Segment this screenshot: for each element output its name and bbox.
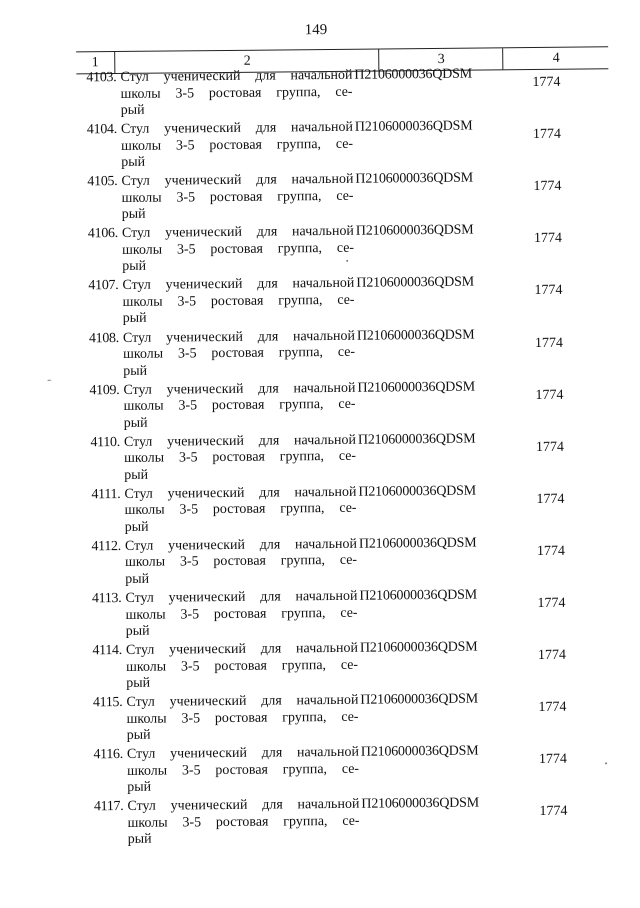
row-code: П2106000036QDSM [359,587,478,604]
row-code: П2106000036QDSM [360,691,479,708]
table-row [0,117,637,175]
description-line: рый [127,832,152,848]
header-col-3: 3 [378,48,503,70]
row-quantity: 1774 [534,335,564,351]
row-description [122,224,354,276]
description-line: школы 3-5 ростовая группа, се- [122,292,355,310]
row-number: 4115. [92,695,123,711]
page-number: 149 [304,22,328,39]
description-line: Стул ученический для начальной [125,588,358,606]
table-row [0,65,637,123]
description-line: школы 3-5 ростовая группа, се- [126,709,359,727]
row-code: П2106000036QDSM [356,275,475,292]
row-number: 4116. [93,747,123,763]
row-description [126,693,358,745]
row-number: 4112. [91,538,121,555]
table-row [0,430,640,488]
table-row [0,378,640,436]
row-description [127,745,359,797]
description-line: рый [126,675,151,692]
description-line: школы 3-5 ростовая группа, се- [126,657,359,675]
row-quantity: 1774 [535,387,564,403]
table-row [3,742,640,800]
table-row [0,169,638,227]
table-row [0,221,638,279]
description-line: Стул ученический для начальной [123,432,356,450]
description-line: Стул ученический для начальной [120,67,353,85]
row-quantity: 1774 [536,491,565,507]
row-description [123,380,355,432]
row-number: 4108. [88,330,119,346]
row-number: 4113. [91,591,122,607]
description-line: рый [123,363,148,379]
row-description [125,589,357,641]
description-line: Стул ученический для начальной [122,276,355,294]
row-description [123,328,355,380]
description-line: рый [124,519,149,535]
description-line: Стул ученический для начальной [124,484,357,502]
description-line: школы 3-5 ростовая группа, се- [125,605,358,623]
description-line: школы 3-5 ростовая группа, се- [127,813,360,831]
row-number: 4109. [89,382,120,398]
row-description [124,485,356,537]
description-line: рый [124,467,149,483]
row-code: П2106000036QDSM [361,795,480,813]
table-row [2,638,640,696]
description-line: школы 3-5 ростовая группа, се- [121,136,354,154]
description-line: Стул ученический для начальной [127,797,360,815]
table-row [3,794,640,852]
row-quantity: 1774 [538,752,568,768]
row-code: П2106000036QDSM [355,170,474,187]
table-row [0,482,640,540]
header-col-2: 2 [114,50,379,74]
row-quantity: 1774 [539,804,568,820]
row-number: 4105. [87,174,118,190]
description-line: школы 3-5 ростовая группа, се- [124,448,357,467]
table-row [0,326,639,384]
row-number: 4107. [88,278,119,294]
description-line: школы 3-5 ростовая группа, се- [121,188,354,206]
description-line: рый [121,154,146,171]
description-line: рый [126,727,151,744]
row-description [122,276,354,328]
description-line: Стул ученический для начальной [124,536,357,554]
row-code: П2106000036QDSM [357,431,476,448]
row-number: 4104. [86,122,117,138]
description-line: Стул ученический для начальной [126,745,359,763]
description-line: рый [121,206,146,223]
row-number: 4111. [91,486,121,503]
description-line: школы 3-5 ростовая группа, се- [123,396,356,415]
header-col-4: 4 [502,47,609,69]
row-quantity: 1774 [534,283,563,299]
row-code: П2106000036QDSM [358,535,477,552]
table-row [2,690,640,748]
row-number: 4103. [86,70,117,86]
description-line: рый [122,311,147,327]
row-number: 4117. [93,799,124,815]
row-quantity: 1774 [533,231,563,247]
row-code: П2106000036QDSM [357,379,476,396]
header-col-1: 1 [91,55,99,71]
row-quantity: 1774 [532,126,562,143]
description-line: Стул ученический для начальной [123,380,356,398]
row-number: 4110. [90,434,120,450]
row-description [126,641,358,693]
description-line: школы 3-5 ростовая группа, се- [124,501,357,519]
description-line: школы 3-5 ростовая группа, се- [125,553,358,571]
description-line: школы 3-5 ростовая группа, се- [127,761,360,779]
row-description [127,797,359,849]
description-line: Стул ученический для начальной [125,640,358,659]
table-row [0,273,639,331]
description-line: Стул ученический для начальной [121,171,354,190]
row-code: П2106000036QDSM [354,118,473,135]
row-code: П2106000036QDSM [360,743,479,761]
row-quantity: 1774 [535,439,565,455]
scan-speck [47,380,51,381]
row-code: П2106000036QDSM [359,639,478,656]
row-description [125,537,357,589]
description-line: Стул ученический для начальной [122,328,355,346]
row-quantity: 1774 [537,595,566,612]
row-number: 4106. [87,226,118,242]
row-number: 4114. [92,643,122,659]
description-line: школы 3-5 ростовая группа, се- [120,84,353,102]
description-line: рый [122,259,147,275]
description-line: школы 3-5 ростовая группа, се- [123,344,356,362]
row-description [121,120,353,172]
table-row [1,586,640,644]
row-description [120,68,352,120]
description-line: школы 3-5 ростовая группа, се- [122,240,355,258]
scan-speck [605,762,607,764]
scan-speck [346,260,348,262]
description-line: Стул ученический для начальной [126,692,359,711]
description-line: рый [123,415,148,431]
description-line: рый [125,623,150,639]
row-quantity: 1774 [536,543,566,559]
row-quantity: 1774 [538,699,567,716]
row-description [121,172,353,224]
row-description [124,432,356,484]
row-code: П2106000036QDSM [356,327,475,344]
description-line: Стул ученический для начальной [120,119,353,138]
row-quantity: 1774 [537,647,567,664]
row-code: П2106000036QDSM [354,66,473,83]
description-line: Стул ученический для начальной [121,224,354,242]
row-quantity: 1774 [533,178,562,195]
description-line: рый [120,102,145,118]
row-code: П2106000036QDSM [358,483,477,500]
description-line: рый [125,571,150,587]
table-row [1,534,640,592]
description-line: рый [127,780,152,796]
row-code: П2106000036QDSM [355,222,474,240]
row-quantity: 1774 [532,74,561,91]
